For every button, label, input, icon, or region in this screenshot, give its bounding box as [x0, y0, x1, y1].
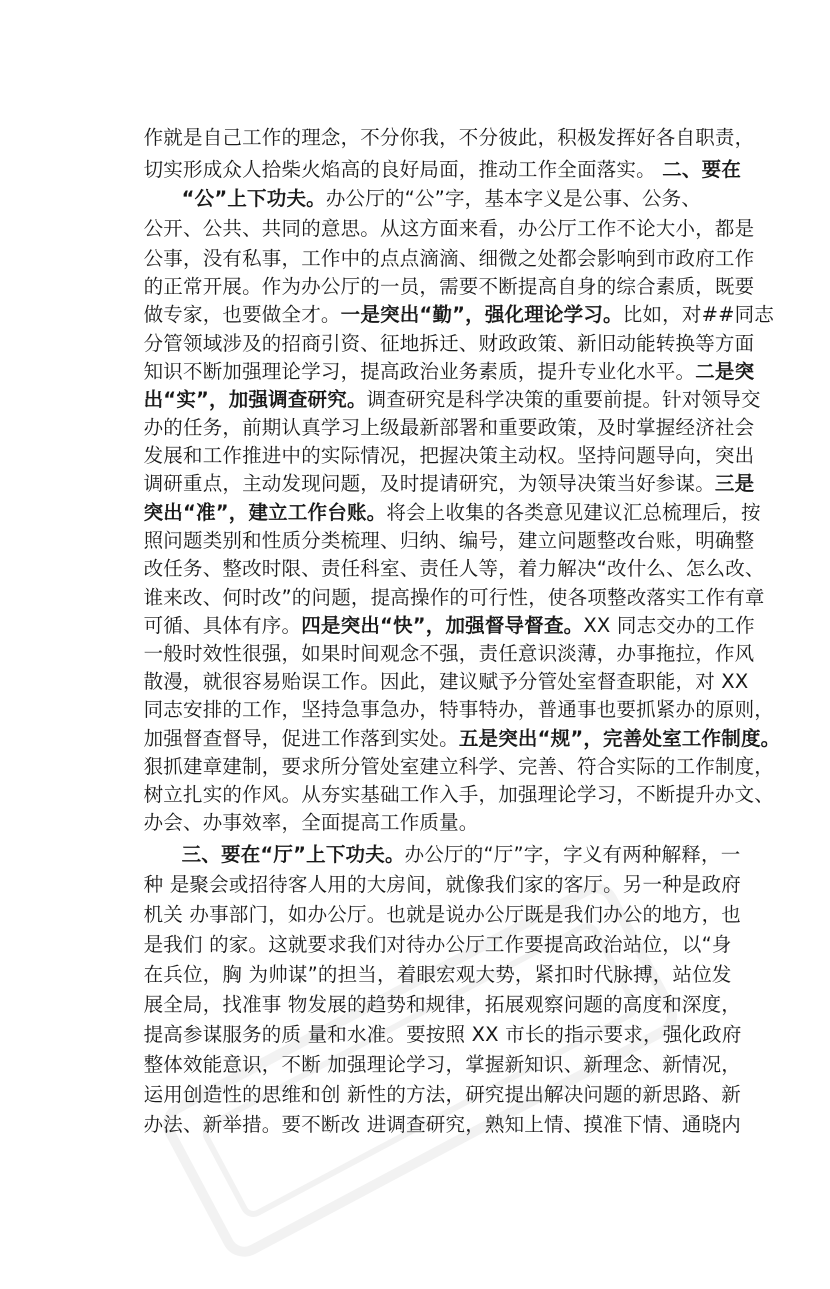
text-run: 分管领域涉及的招商引资、征地拆迁、财政政策、新旧动能转换等方面 [143, 332, 755, 355]
text-run: 整体效能意识，不断 加强理论学习，掌握新知识、新理念、新情况， [143, 1053, 742, 1076]
heading-run: 四是突出“快”，加强督导督查。 [301, 614, 584, 637]
text-run: 谁来改、何时改”的问题，提高操作的可行性，使各项整改落实工作有章 [143, 586, 765, 609]
text-run: 种 是聚会或招待客人用的大房间，就像我们家的客厅。另一种是政府 [143, 873, 742, 896]
heading-run: 三、要在“厅”上下功夫。 [181, 843, 405, 866]
text-run: 展全局，找准事 物发展的趋势和规律，拓展观察问题的高度和深度， [143, 993, 742, 1016]
text-run: 知识不断加强理论学习，提高政治业务素质，提升专业化水平。 [143, 360, 696, 383]
text-run: 机关 办事部门，如办公厅。也就是说办公厅既是我们办公的地方，也 [143, 903, 742, 926]
line-11 [118, 386, 755, 439]
text-run: 切实形成众人拾柴火焰高的良好局面，推动工作全面落实。 [143, 158, 663, 181]
line-33 [118, 1023, 742, 1076]
text-run: 可循、具体有序。 [143, 614, 302, 637]
line-19 [118, 612, 755, 665]
line-31 [118, 963, 742, 1016]
line-21 [118, 668, 775, 721]
heading-run: 二、要在 [662, 158, 742, 181]
heading-run: “公”上下功夫。 [181, 187, 326, 210]
line-9 [118, 330, 755, 383]
text-run: 在兵位，胸 为帅谋”的担当，着眼宏观大势，紧扣时代脉搏，站位发 [143, 963, 732, 986]
line-34 [118, 1053, 742, 1106]
text-run: 改任务、整改时限、责任科室、责任人等，着力解决“改什么、怎么改、 [143, 557, 765, 580]
text-run: 一般时效性很强，如果时间观念不强，责任意识淡薄，办事拖拉，作风 [143, 642, 755, 665]
line-15 [118, 499, 755, 552]
line-22 [118, 697, 781, 750]
line-35 [118, 1083, 742, 1136]
text-run: 发展和工作推进中的实际情况，把握决策主动权。坚持问题导向，突出 [143, 444, 755, 467]
text-run: 办公厅的“公”字，基本字义是公事、公务、 [325, 187, 702, 210]
line-13 [118, 442, 755, 495]
line-2 [118, 128, 742, 181]
line-30 [118, 933, 732, 986]
text-run: 加强督查督导，促进工作落到实处。 [143, 727, 459, 750]
heading-run: 出“实”，加强调查研究。 [143, 388, 367, 411]
text-run: 办会、办事效率，全面提高工作质量。 [143, 811, 479, 834]
heading-run: 五是突出“规”，完善处室工作制度。 [458, 727, 781, 750]
line-5 [118, 217, 755, 270]
text-run: 办的任务，前期认真学习上级最新部署和重要政策，及时掌握经济社会 [143, 416, 755, 439]
text-run: 调研重点，主动发现问题，及时提请研究，为领导决策当好参谋。 [143, 472, 715, 495]
text-run: 办法、新举措。要不断改 进调查研究，熟知上情、摸准下情、通晓内 [143, 1113, 742, 1136]
heading-run: 三是 [714, 472, 755, 495]
line-20 [118, 640, 749, 693]
line-26 [156, 813, 741, 866]
line-6 [118, 245, 755, 298]
line-7 [118, 273, 775, 326]
line-24 [118, 753, 775, 806]
text-run: 狠抓建章建制，要求所分管处室建立科学、完善、符合实际的工作制度， [143, 755, 775, 778]
line-17 [118, 556, 765, 609]
text-run: XX 同志交办的工作 [583, 614, 755, 637]
text-run: 公事，没有私事，工作中的点点滴滴、细微之处都会影响到市政府工作 [143, 247, 755, 270]
text-run: 作就是自己工作的理念，不分你我，不分彼此，积极发挥好各自职责， [143, 126, 755, 149]
line-16 [118, 527, 765, 580]
line-10 [118, 358, 761, 411]
text-run: 调查研究是科学决策的重要前提。针对领导交 [366, 388, 761, 411]
text-run: 比如，对##同志 [622, 303, 775, 326]
text-run: 将会上收集的各类意见建议汇总梳理后，按 [386, 501, 761, 524]
text-run: 的正常开展。作为办公厅的一员，需要不断提高自身的综合素质，既要 [143, 275, 755, 298]
text-run: 做专家，也要做全才。 [143, 303, 341, 326]
text-run: 运用创造性的思维和创 新性的方法，研究提出解决问题的新思路、新 [143, 1083, 742, 1106]
line-1 [118, 96, 755, 149]
text-run: 是我们 的家。这就要求我们对待办公厅工作要提高政治站位，以“身 [143, 933, 732, 956]
line-23 [118, 725, 775, 778]
line-8 [118, 302, 755, 355]
heading-run: 一是突出“勤”，强化理论学习。 [340, 303, 623, 326]
line-27 [118, 843, 742, 896]
text-run: 公开、公共、共同的意思。从这方面来看，办公厅工作不论大小，都是 [143, 217, 755, 240]
heading-run: 二是突 [695, 360, 755, 383]
line-28 [118, 873, 742, 926]
line-14 [118, 471, 761, 524]
text-run: 树立扎实的作风。从夯实基础工作入手，加强理论学习，不断提升办文、 [143, 783, 775, 806]
text-run: 照问题类别和性质分类梳理、归纳、编号，建立问题整改台账，明确整 [143, 529, 755, 552]
text-run: 提高参谋服务的质 量和水准。要按照 XX 市长的指示要求，强化政府 [143, 1023, 742, 1046]
text-run: 同志安排的工作，坚持急事急办，特事特办，普通事也要抓紧办的原则， [143, 698, 775, 721]
line-4 [118, 187, 755, 240]
text-run: 办公厅的“厅”字，字义有两种解释，一 [404, 843, 741, 866]
text-run: 散漫，就很容易贻误工作。因此，建议赋予分管处室督查职能，对 XX [143, 670, 749, 693]
line-18 [118, 584, 755, 637]
line-32 [118, 993, 742, 1046]
line-12 [118, 414, 755, 467]
line-29 [118, 903, 732, 956]
line-25 [118, 781, 479, 834]
heading-run: 突出“准”，建立工作台账。 [143, 501, 387, 524]
